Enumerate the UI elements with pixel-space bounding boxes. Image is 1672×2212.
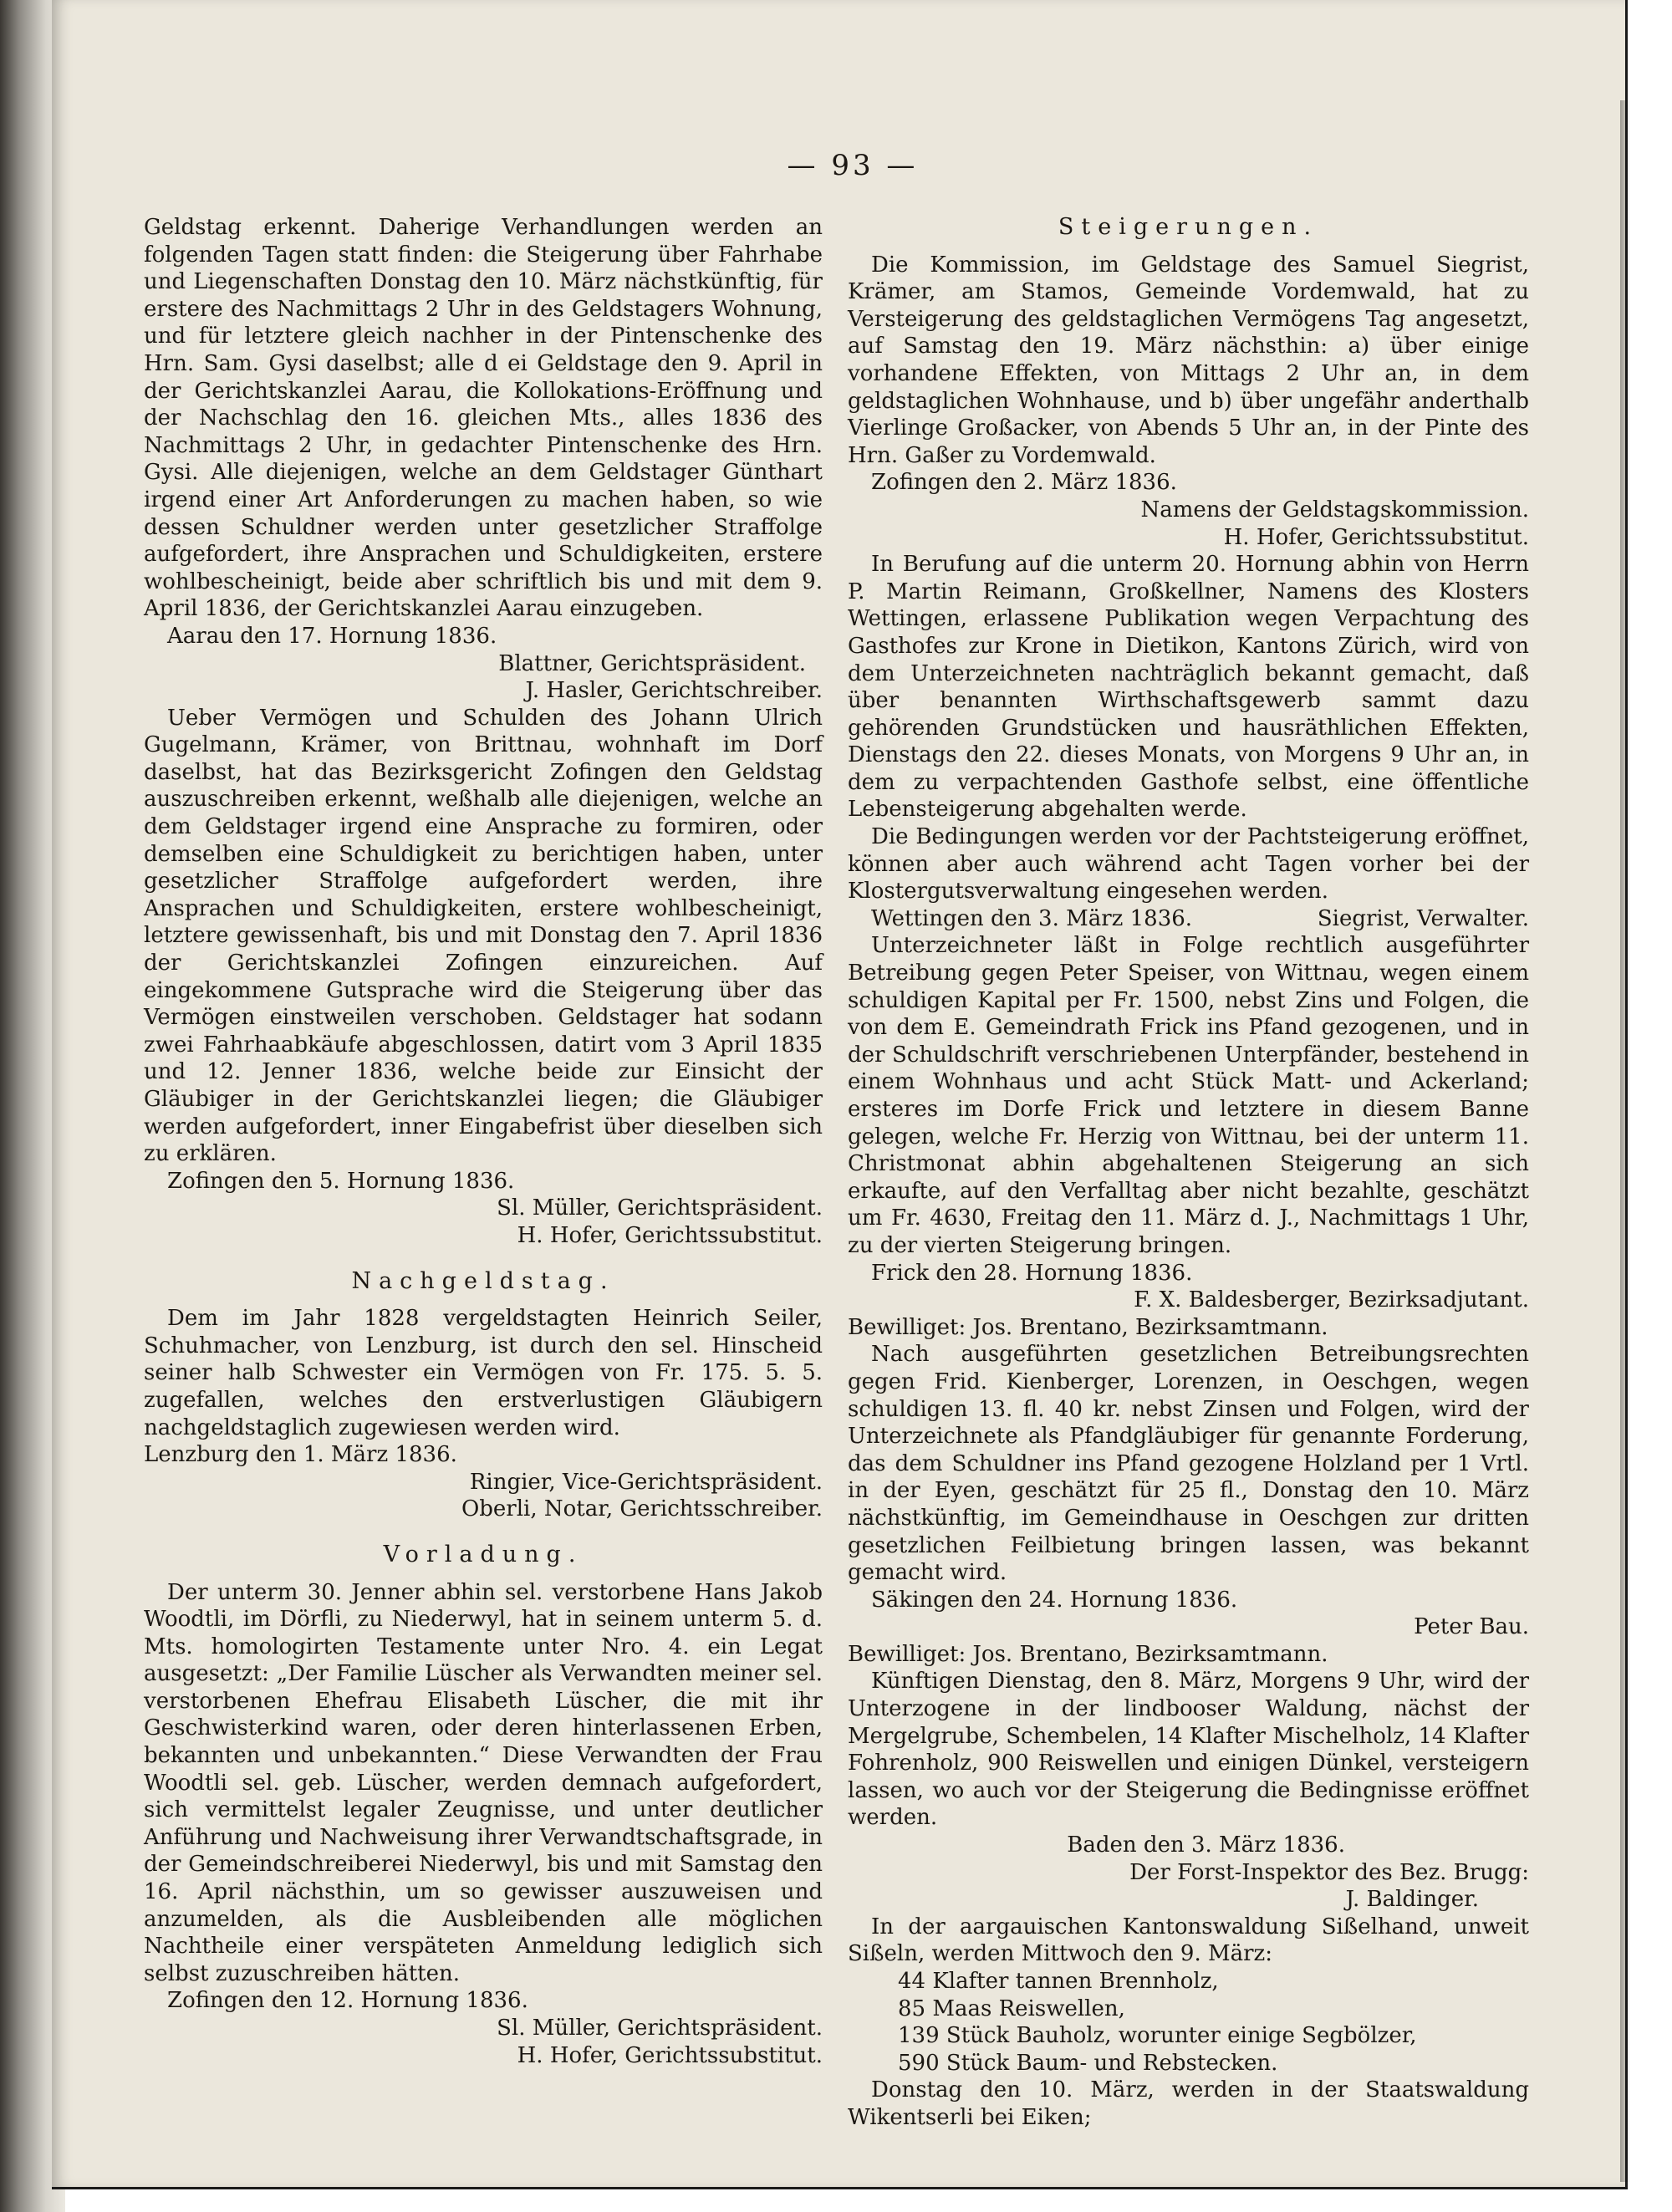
signature: Peter Bau. bbox=[1414, 1614, 1529, 1640]
geldstag-guenthart-text: Geldstag erkennt. Daherige Verhandlungen werden an folgenden Tagen statt finden: die Steigerung über Fahrhabe und Liegenschaften Donstag den 10. März nächstkünftig, für erstere des Nachmittags 2 Uhr in des Geldstagers Wohnung, und für letztere gleich nachher in der Pintenschenke des Hrn. Sam. Gysi daselbst; alle d ei Geldstage den 9. April in der Gerichtskanzlei Aarau, die Kollokations-Eröffnung und der Nachschlag den 16. gleichen Mts., alles 1836 des Nachmittags 2 Uhr, in gedachter Pintenschenke des Hrn. Gysi. Alle diejenigen, welche an dem Geldstager Günthart irgend einer Art Anforderungen zu machen haben, so wie dessen Schuldner werden unter gesetzlicher Straffolge aufgefordert, ihre Ansprachen und Schuldigkeiten, erstere wohlbescheinigt, beide aber schriftlich bis und mit dem 9. April 1836, der Gerichtskanzlei Aarau einzugeben. bbox=[144, 215, 823, 622]
pachtsteigerung-bedingungen-text: Die Bedingungen werden vor der Pachtsteigerung eröffnet, können aber auch während acht Tagen vorher bei der Klostergutsverwaltung eingesehen werden. bbox=[848, 824, 1529, 905]
section-heading-nachgeldstag: Nachgeldstag. bbox=[351, 1267, 615, 1294]
signature: H. Hofer, Gerichtssubstitut. bbox=[517, 1222, 823, 1248]
list-item: 85 Maas Reiswellen, bbox=[898, 1995, 1125, 2021]
signature: Siegrist, Verwalter. bbox=[1317, 905, 1529, 931]
notice-date: Zofingen den 5. Hornung 1836. bbox=[167, 1168, 515, 1194]
signature: Ringier, Vice-Gerichtspräsident. bbox=[469, 1469, 823, 1495]
signature: Sl. Müller, Gerichtspräsident. bbox=[497, 1195, 823, 1221]
steigerung-speiser-text: Unterzeichneter läßt in Folge rechtlich ausgeführter Betreibung gegen Peter Speiser, von Wittnau, wegen einem schuldigen Kapital per Fr. 1500, nebst Zins und Folgen, die von dem E. Gemeindrath Frick ins Pfand gezogenen, und in der Schuldschrift verschriebenen Unterpfänder, bestehend in einem Wohnhaus und acht Stück Matt- und Ackerland; ersteres im Dorfe Frick und letztere in diesem Banne gelegen, welche Fr. Herzig von Wittnau, bei der unterm 11. Christmonat abhin abgehaltenen Steigerung an sich erkaufte, auf den Verfalltag aber nicht bezahlte, geschätzt um Fr. 4630, Freitag den 11. März d. J., Nachmittags 1 Uhr, zu der vierten Steigerung bringen. bbox=[848, 933, 1529, 1258]
signature: Oberli, Notar, Gerichtsschreiber. bbox=[461, 1496, 823, 1522]
list-item: 139 Stück Bauholz, worunter einige Segbölzer, bbox=[898, 2023, 1417, 2049]
notice-date: Aarau den 17. Hornung 1836. bbox=[167, 623, 497, 649]
approval-line: Bewilliget: Jos. Brentano, Bezirksamtmann. bbox=[848, 1314, 1328, 1340]
date-signature-row bbox=[848, 905, 1529, 933]
page-edge-shadow bbox=[1620, 100, 1630, 2182]
geldstag-gugelmann-text: Ueber Vermögen und Schulden des Johann Ulrich Gugelmann, Krämer, von Brittnau, wohnhaft im Dorf daselbst, hat das Bezirksgericht Zofingen den Geldstag auszuschreiben erkennt, weßhalb alle diejenigen, welche an dem Geldstager irgend eine Ansprache zu formiren, oder demselben eine Schuldigkeit zu berichtigen haben, unter gesetzlicher Straffolge aufgefordert werden, ihre Ansprachen und Schuldigkeiten, erstere wohlbescheinigt, letztere gewissenhaft, bis und mit Donstag den 7. April 1836 der Gerichtskanzlei Zofingen einzureichen. Auf eingekommene Gutsprache wird die Steigerung über das Vermögen einstweilen verschoben. Geldstager hat sodann zwei Fahrhaabkäufe abgeschlossen, datirt vom 3 April 1835 und 12. Jenner 1836, welche beide zur Einsicht der Gläubiger in der Gerichtskanzlei liegen; die Gläubiger werden aufgefordert, inner Eingabefrist über dieselben sich zu erklären. bbox=[144, 705, 823, 1167]
kantonswaldung-sisselhand-text: In der aargauischen Kantonswaldung Sißelhand, unweit Sißeln, werden Mittwoch den 9. März: bbox=[848, 1914, 1529, 1967]
vorladung-woodtli-text: Der unterm 30. Jenner abhin sel. verstorbene Hans Jakob Woodtli, im Dörfli, zu Niederwyl, hat in seinem unterm 5. d. Mts. homologirten Testamente unter Nro. 4. ein Legat ausgesetzt: „Der Familie Lüscher als Verwandten meiner sel. verstorbenen Ehefrau Elisabeth Lüscher, die mit ihr Geschwisterkind waren, oder deren hinterlassenen Erben, bekannten und unbekannten.“ Diese Verwandten der Frau Woodtli sel. geb. Lüscher, werden demnach aufgefordert, sich vermittelst legaler Zeugnisse, und unter deutlicher Anführung und Nachweisung ihrer Verwandtschaftsgrade, in der Gemeindschreiberei Niederwyl, bis und mit Samstag den 16. April nächsthin, um so gewisser auszuweisen und anzumelden, als die Ausbleibenden alle möglichen Nachtheile einer verspäteten Anmeldung lediglich sich selbst zuzuschreiben hätten. bbox=[144, 1579, 823, 1986]
list-item: 44 Klafter tannen Brennholz, bbox=[898, 1969, 1219, 1994]
notice-date: Baden den 3. März 1836. bbox=[1067, 1832, 1345, 1858]
notice-date: Säkingen den 24. Hornung 1836. bbox=[871, 1587, 1238, 1613]
staatswaldung-eiken-text: Donstag den 10. März, werden in der Staatswaldung Wikentserli bei Eiken; bbox=[848, 2077, 1529, 2130]
approval-line: Bewilliget: Jos. Brentano, Bezirksamtmann. bbox=[848, 1641, 1328, 1667]
nachgeldstag-seiler-text: Dem im Jahr 1828 vergeldstagten Heinrich Seiler, Schuhmacher, von Lenzburg, ist durch den sel. Hinscheid seiner halb Schwester ein Vermögen von Fr. 175. 5. 5. zugefallen, welches den erstverlustigen Gläubigern nachgeldstaglich zugewiesen werden wird. bbox=[144, 1306, 823, 1440]
notice-date: Lenzburg den 1. März 1836. bbox=[144, 1442, 457, 1468]
section-heading-steigerungen: Steigerungen. bbox=[1058, 214, 1319, 240]
feilbietung-kienberger-text: Nach ausgeführten gesetzlichen Betreibungsrechten gegen Frid. Kienberger, Lorenzen, in Oeschgen, wegen schuldigen 13. fl. 40 kr. nebst Zinsen und Folgen, wird der Unterzeichnete als Pfandgläubiger für genannte Forderung, das dem Schuldner ins Pfand gezogene Holzland per 1 Vrtl. in der Eyen, geschätzt für 25 fl., Donstag den 10. März nächstkünftig, im Gemeindhause in Oeschgen zur dritten gesetzlichen Feilbietung bringen lassen, was bekannt gemacht wird. bbox=[848, 1342, 1529, 1586]
notice-date: Wettingen den 3. März 1836. bbox=[871, 905, 1193, 931]
signature: Blattner, Gerichtspräsident. bbox=[498, 650, 806, 676]
signature: J. Baldinger. bbox=[1345, 1887, 1479, 1913]
steigerung-siegrist-text: Die Kommission, im Geldstage des Samuel Siegrist, Krämer, am Stamos, Gemeinde Vordemwald, hat zu Versteigerung des geldstaglichen Vermögens Tag angesetzt, auf Samstag den 19. März nächsthin: a) über einige vorhandene Effekten, von Mittags 2 Uhr an, in dem geldstaglichen Wohnhause, und b) über ungefähr anderthalb Vierlinge Großacker, von Abends 5 Uhr an, in der Pinte des Hrn. Gaßer zu Vordemwald. bbox=[848, 252, 1529, 468]
signature: J. Hasler, Gerichtschreiber. bbox=[525, 678, 823, 704]
signature: Namens der Geldstagskommission. bbox=[1140, 497, 1529, 522]
verpachtung-krone-text: In Berufung auf die unterm 20. Hornung abhin von Herrn P. Martin Reimann, Großkellner, Namens des Klosters Wettingen, erlassene Publikation wegen Verpachtung des Gasthofes zur Krone in Dietikon, Kantons Zürich, wird von dem Unterzeichneten nachträglich bekannt gemacht, daß über benannten Wirthschaftsgewerb sammt dazu gehörenden Grundstücken und hausräthlichen Effekten, Dienstags den 22. dieses Monats, von Morgens 9 Uhr an, in dem zu verpachtenden Gasthofe selbst, eine öffentliche Lebensteigerung abgehalten werde. bbox=[848, 552, 1529, 823]
signature: H. Hofer, Gerichtssubstitut. bbox=[517, 2042, 823, 2068]
signature: Sl. Müller, Gerichtspräsident. bbox=[497, 2016, 823, 2041]
notice-date: Zofingen den 12. Hornung 1836. bbox=[167, 1988, 528, 2014]
notice-date: Frick den 28. Hornung 1836. bbox=[871, 1260, 1193, 1286]
left-column bbox=[144, 214, 823, 2069]
holzsteigerung-baden-text: Künftigen Dienstag, den 8. März, Morgens 9 Uhr, wird der Unterzogene in der lindbooser Waldung, nächst der Mergelgrube, Schembelen, 14 Klafter Mischelholz, 14 Klafter Fohrenholz, 900 Reiswellen und einigen Dünkel, versteigern lassen, wo auch vor der Steigerung die Bedingnisse eröffnet werden. bbox=[848, 1669, 1529, 1831]
notice-date: Zofingen den 2. März 1836. bbox=[871, 470, 1177, 496]
section-heading-vorladung: Vorladung. bbox=[383, 1541, 584, 1567]
signature: H. Hofer, Gerichtssubstitut. bbox=[1223, 524, 1529, 550]
page-number: — 93 — bbox=[787, 149, 919, 182]
right-column bbox=[848, 214, 1529, 2132]
signature: Der Forst-Inspektor des Bez. Brugg: bbox=[1129, 1859, 1529, 1885]
signature: F. X. Baldesberger, Bezirksadjutant. bbox=[1134, 1287, 1529, 1313]
list-item: 590 Stück Baum- und Rebstecken. bbox=[898, 2050, 1278, 2076]
